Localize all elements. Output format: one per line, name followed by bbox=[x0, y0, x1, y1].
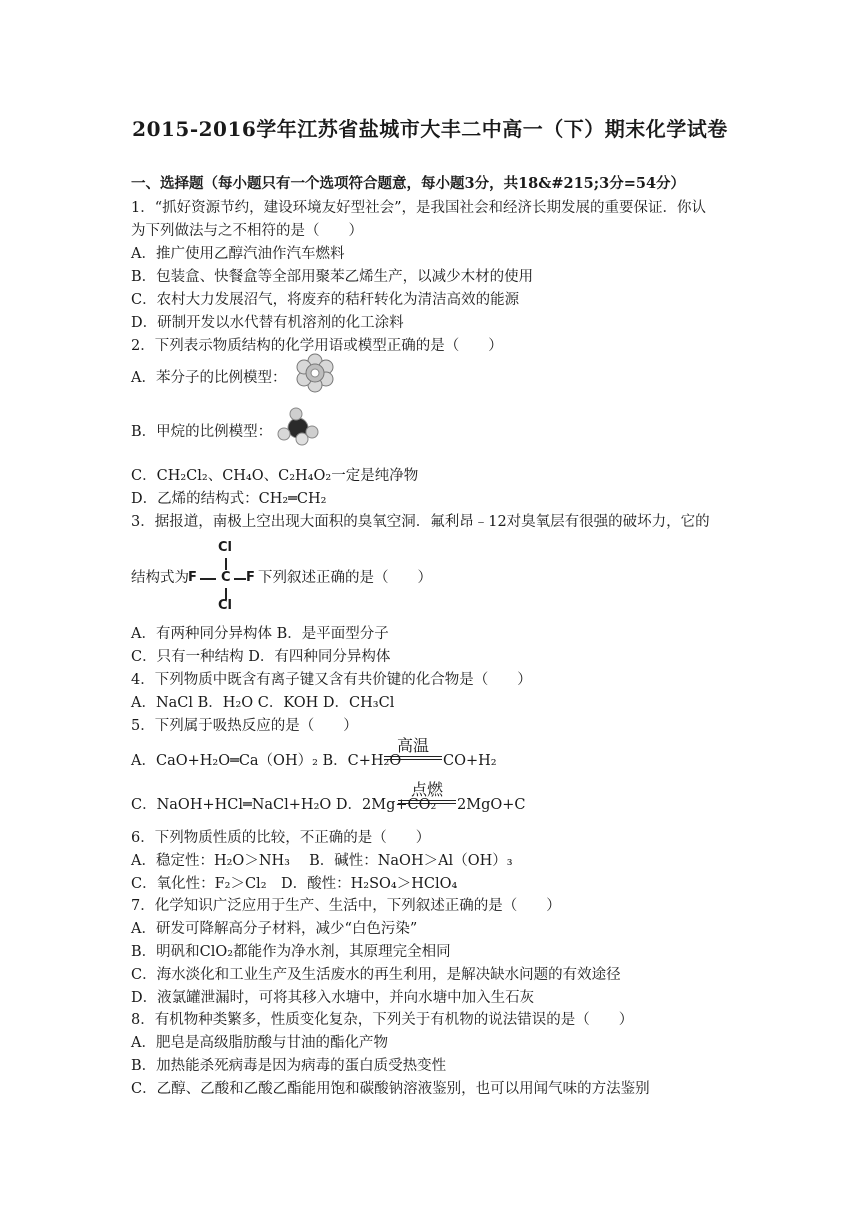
q1-option-d: D．研制开发以水代替有机溶剂的化工涂料 bbox=[131, 315, 404, 331]
benzene-model-image bbox=[292, 352, 338, 394]
q5-options-ab-left: A．CaO+H₂O═Ca（OH）₂ B．C+H₂O bbox=[131, 753, 402, 769]
q5-condition-ignite: 点燃 bbox=[410, 780, 443, 799]
q3-options-cd: C．只有一种结构 D．有四种同分异构体 bbox=[131, 649, 391, 665]
q6-stem: 6．下列物质性质的比较，不正确的是（ ） bbox=[131, 830, 431, 846]
q3-stem-line1: 3．据报道，南极上空出现大面积的臭氧空洞．氟利昂﹣12对臭氧层有很强的破坏力，它的 bbox=[131, 514, 710, 530]
q7-option-a: A．研发可降解高分子材料，减少“白色污染” bbox=[131, 921, 418, 937]
q2-option-d: D．乙烯的结构式：CH₂═CH₂ bbox=[131, 491, 327, 507]
section-heading: 一、选择题（每小题只有一个选项符合题意，每小题3分，共18&#215;3分=54分） bbox=[131, 175, 686, 192]
q4-options: A．NaCl B．H₂O C．KOH D．CH₃Cl bbox=[131, 695, 395, 711]
q7-option-b: B．明矾和ClO₂都能作为净水剂，其原理完全相同 bbox=[131, 944, 451, 960]
page-title: 2015-2016学年江苏省盐城市大丰二中高一（下）期末化学试卷 bbox=[132, 117, 728, 141]
q5-equals-arrow-b bbox=[384, 756, 442, 760]
q1-option-c: C．农村大力发展沼气，将废弃的秸秆转化为清洁高效的能源 bbox=[131, 292, 520, 308]
q7-option-d: D．液氯罐泄漏时，可将其移入水塘中，并向水塘中加入生石灰 bbox=[131, 990, 535, 1006]
q8-stem: 8．有机物种类繁多，性质变化复杂，下列关于有机物的说法错误的是（ ） bbox=[131, 1012, 634, 1028]
q2-stem: 2．下列表示物质结构的化学用语或模型正确的是（ ） bbox=[131, 338, 503, 354]
q5-equals-arrow-d bbox=[398, 800, 456, 804]
q1-option-b: B．包装盒、快餐盒等全部用聚苯乙烯生产，以减少木材的使用 bbox=[131, 269, 534, 285]
struct-right-atom: F bbox=[246, 570, 255, 585]
q5-options-cd-left: C．NaOH+HCl═NaCl+H₂O D．2Mg+CO₂ bbox=[131, 797, 437, 813]
q4-stem: 4．下列物质中既含有离子键又含有共价键的化合物是（ ） bbox=[131, 672, 532, 688]
struct-left-atom: F bbox=[188, 570, 197, 585]
struct-center-atom: C bbox=[221, 570, 231, 585]
q8-option-c: C．乙醇、乙酸和乙酸乙酯能用饱和碳酸钠溶液鉴别，也可以用闻气味的方法鉴别 bbox=[131, 1081, 650, 1097]
q7-stem: 7．化学知识广泛应用于生产、生活中，下列叙述正确的是（ ） bbox=[131, 898, 561, 914]
q3-options-ab: A．有两种同分异构体 B．是平面型分子 bbox=[131, 626, 389, 642]
struct-bottom-atom: Cl bbox=[218, 598, 232, 613]
struct-top-atom: Cl bbox=[218, 540, 232, 555]
q2-option-b: B．甲烷的比例模型： bbox=[131, 424, 273, 440]
q5-stem: 5．下列属于吸热反应的是（ ） bbox=[131, 718, 358, 734]
q5-condition-high-temp: 高温 bbox=[396, 736, 429, 755]
q2-option-a: A．苯分子的比例模型： bbox=[131, 370, 287, 386]
q8-option-b: B．加热能杀死病毒是因为病毒的蛋白质受热变性 bbox=[131, 1058, 447, 1074]
freon-structural-formula bbox=[188, 540, 258, 614]
q5-options-ab-right: CO+H₂ bbox=[443, 753, 497, 769]
methane-model-image bbox=[272, 406, 324, 446]
q3-stem-prefix: 结构式为 bbox=[131, 570, 189, 586]
q6-options-ab: A．稳定性：H₂O＞NH₃ B．碱性：NaOH＞Al（OH）₃ bbox=[131, 853, 513, 869]
q5-options-cd-right: 2MgO+C bbox=[457, 797, 526, 813]
q3-stem-suffix: 下列叙述正确的是（ ） bbox=[258, 570, 432, 586]
q8-option-a: A．肥皂是高级脂肪酸与甘油的酯化产物 bbox=[131, 1035, 388, 1051]
q1-option-a: A．推广使用乙醇汽油作汽车燃料 bbox=[131, 246, 345, 262]
q1-stem-line1: 1．“抓好资源节约，建设环境友好型社会”，是我国社会和经济长期发展的重要保证．你认 bbox=[131, 200, 707, 216]
q7-option-c: C．海水淡化和工业生产及生活废水的再生利用，是解决缺水问题的有效途径 bbox=[131, 967, 621, 983]
q1-stem-line2: 为下列做法与之不相符的是（ ） bbox=[131, 223, 363, 239]
q2-option-c: C．CH₂Cl₂、CH₄O、C₂H₄O₂一定是纯净物 bbox=[131, 468, 419, 484]
q6-options-cd: C．氧化性：F₂＞Cl₂ D．酸性：H₂SO₄＞HClO₄ bbox=[131, 876, 458, 892]
